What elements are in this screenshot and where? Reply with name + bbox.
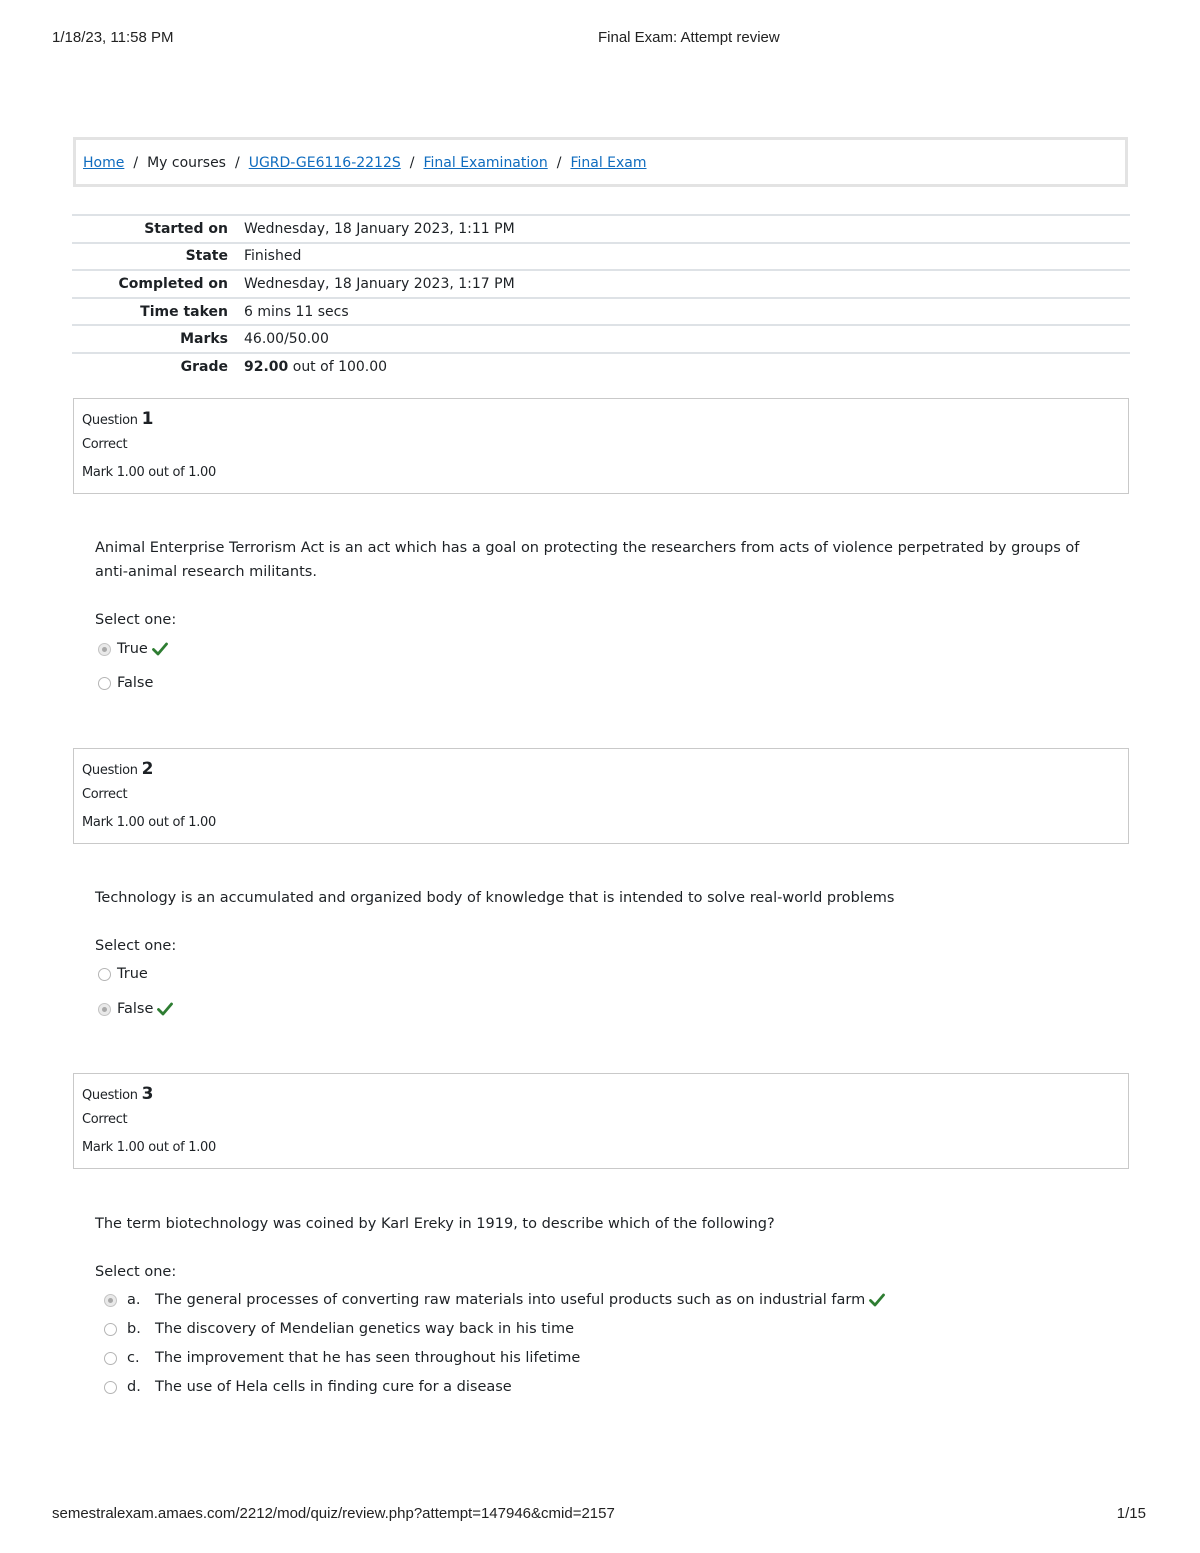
question-grade: Mark 1.00 out of 1.00 — [82, 815, 216, 830]
attempt-summary-table — [72, 214, 1130, 381]
answer-option[interactable] — [98, 641, 168, 657]
question-text: The term biotechnology was coined by Karl Ereky in 1919, to describe which of the following? — [95, 1216, 775, 1232]
summary-value — [244, 353, 1130, 381]
option-label: The general processes of converting raw materials into useful products such as on industrial farm — [155, 1292, 866, 1308]
select-one-prompt: Select one: — [95, 938, 177, 954]
question-number — [82, 1084, 153, 1104]
answer-option[interactable] — [104, 1350, 580, 1366]
breadcrumb-section-link[interactable]: Final Examination — [423, 155, 548, 171]
breadcrumb-my-courses: My courses — [147, 155, 226, 171]
answer-option[interactable] — [104, 1292, 885, 1308]
summary-value: 46.00/50.00 — [244, 331, 329, 348]
check-icon — [152, 642, 168, 656]
radio-button[interactable] — [98, 968, 111, 981]
print-title: Final Exam: Attempt review — [598, 29, 780, 46]
summary-value: Finished — [244, 248, 302, 265]
breadcrumb-home-link[interactable]: Home — [83, 155, 125, 171]
option-letter: b. — [127, 1321, 141, 1337]
answer-option[interactable] — [98, 675, 153, 691]
question-number-value: 2 — [141, 759, 154, 779]
radio-button[interactable] — [104, 1323, 117, 1336]
radio-button-selected[interactable] — [98, 1003, 111, 1016]
summary-row-grade — [72, 353, 1130, 381]
question-number — [82, 759, 153, 779]
option-letter: c. — [127, 1350, 140, 1366]
option-letter: a. — [127, 1292, 141, 1308]
question-info-2 — [73, 748, 1129, 844]
radio-button-selected[interactable] — [104, 1294, 117, 1307]
summary-row-time-taken — [72, 298, 1130, 326]
print-url: semestralexam.amaes.com/2212/mod/quiz/review.php?attempt=147946&cmid=2157 — [52, 1505, 615, 1522]
summary-value: Wednesday, 18 January 2023, 1:17 PM — [244, 275, 515, 292]
breadcrumb-course-link[interactable]: UGRD-GE6116-2212S — [248, 155, 401, 171]
summary-label: Marks — [180, 331, 228, 348]
question-grade: Mark 1.00 out of 1.00 — [82, 1140, 216, 1155]
option-label: The discovery of Mendelian genetics way back in his time — [155, 1321, 574, 1337]
grade-value: 92.00 — [244, 359, 289, 376]
question-label: Question — [82, 413, 138, 428]
option-label: True — [117, 641, 148, 657]
print-header — [0, 29, 1200, 49]
answer-option[interactable] — [98, 1001, 173, 1017]
breadcrumb-quiz-link[interactable]: Final Exam — [570, 155, 647, 171]
question-state: Correct — [82, 1112, 128, 1127]
select-one-prompt: Select one: — [95, 1264, 177, 1280]
question-state: Correct — [82, 787, 128, 802]
question-label: Question — [82, 763, 138, 778]
breadcrumb-separator: / — [234, 155, 240, 171]
print-page-number: 1/15 — [1116, 1505, 1146, 1522]
option-label: False — [117, 675, 154, 691]
answer-option[interactable] — [98, 966, 148, 982]
question-grade: Mark 1.00 out of 1.00 — [82, 465, 216, 480]
summary-label: Time taken — [140, 303, 228, 320]
question-number — [82, 409, 153, 429]
radio-button[interactable] — [104, 1381, 117, 1394]
summary-label: Completed on — [118, 275, 228, 292]
option-label: The improvement that he has seen throughout his lifetime — [155, 1350, 581, 1366]
select-one-prompt: Select one: — [95, 612, 177, 628]
summary-label: Grade — [180, 359, 228, 376]
breadcrumb-container — [73, 137, 1128, 187]
option-letter: d. — [127, 1379, 141, 1395]
question-text: Technology is an accumulated and organized body of knowledge that is intended to solve real-world problems — [95, 890, 895, 906]
summary-row-state — [72, 243, 1130, 271]
summary-value: 6 mins 11 secs — [244, 303, 349, 320]
breadcrumb-separator: / — [409, 155, 415, 171]
summary-row-completed — [72, 270, 1130, 298]
summary-value: Wednesday, 18 January 2023, 1:11 PM — [244, 220, 515, 237]
grade-out-of: out of 100.00 — [288, 359, 388, 376]
question-info-3 — [73, 1073, 1129, 1169]
summary-label: State — [185, 248, 228, 265]
breadcrumb-separator: / — [556, 155, 562, 171]
option-label: False — [117, 1001, 154, 1017]
question-number-value: 3 — [141, 1084, 154, 1104]
option-label: True — [117, 966, 148, 982]
summary-row-started — [72, 215, 1130, 243]
question-number-value: 1 — [141, 409, 154, 429]
radio-button[interactable] — [104, 1352, 117, 1365]
breadcrumb-separator: / — [133, 155, 139, 171]
summary-row-marks — [72, 325, 1130, 353]
question-info-1 — [73, 398, 1129, 494]
radio-button[interactable] — [98, 677, 111, 690]
summary-label: Started on — [144, 220, 228, 237]
question-label: Question — [82, 1088, 138, 1103]
question-state: Correct — [82, 437, 128, 452]
option-label: The use of Hela cells in finding cure for a disease — [155, 1379, 512, 1395]
print-datetime: 1/18/23, 11:58 PM — [52, 29, 174, 46]
radio-button-selected[interactable] — [98, 643, 111, 656]
answer-option[interactable] — [104, 1321, 574, 1337]
check-icon — [869, 1293, 885, 1307]
answer-option[interactable] — [104, 1379, 512, 1395]
print-footer — [0, 1505, 1200, 1525]
breadcrumb — [83, 155, 647, 171]
question-text: Animal Enterprise Terrorism Act is an act which has a goal on protecting the researchers from acts of violence perpetrated by groups of anti-animal research militants. — [95, 540, 1080, 580]
check-icon — [157, 1002, 173, 1016]
